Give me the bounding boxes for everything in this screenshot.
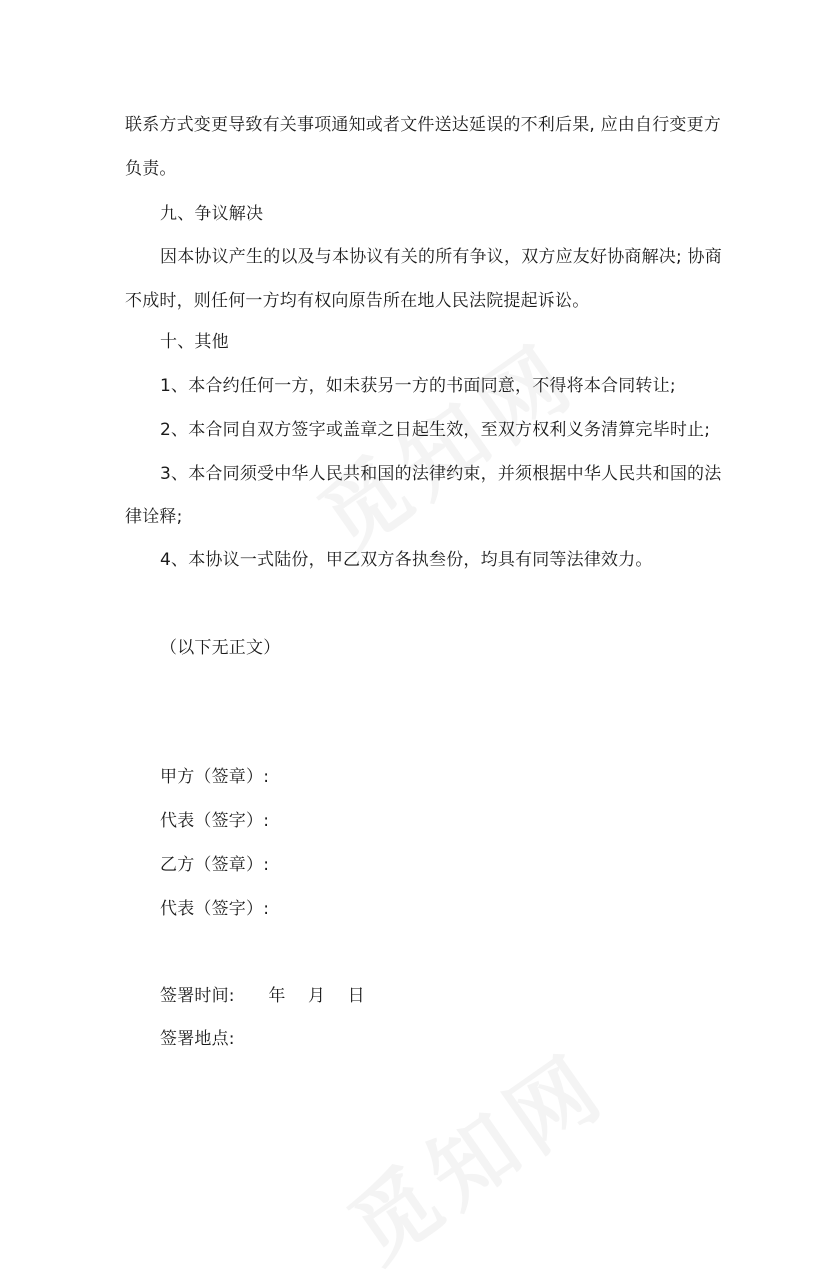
section-heading: 九、争议解决	[160, 204, 264, 224]
list-item: 1、本合约任何一方，如未获另一方的书面同意，不得将本合同转让;	[160, 376, 676, 396]
sign-time: 签署时间: 年 月 日	[160, 986, 365, 1006]
list-item-continuation: 律诠释;	[125, 507, 183, 527]
signature-party-b-seal: 乙方（签章）:	[160, 855, 270, 875]
paragraph-line: 负责。	[125, 159, 177, 179]
signature-party-a-seal: 甲方（签章）:	[160, 767, 270, 787]
section-heading: 十、其他	[160, 332, 229, 352]
end-note: （以下无正文）	[160, 638, 281, 658]
watermark	[290, 309, 597, 576]
list-item: 2、本合同自双方签字或盖章之日起生效，至双方权利义务清算完毕时止;	[160, 420, 711, 440]
list-item: 4、本协议一式陆份，甲乙双方各执叁份，均具有同等法律效力。	[160, 550, 653, 570]
signature-party-a-rep: 代表（签字）:	[160, 811, 270, 831]
paragraph-line: 不成时，则任何一方均有权向原告所在地人民法院提起诉讼。	[125, 291, 590, 311]
paragraph-line: 因本协议产生的以及与本协议有关的所有争议，双方应友好协商解决; 协商	[160, 247, 722, 267]
sign-place: 签署地点:	[160, 1029, 235, 1049]
watermark-bottom	[320, 1019, 627, 1285]
signature-party-b-rep: 代表（签字）:	[160, 899, 270, 919]
paragraph-line: 联系方式变更导致有关事项通知或者文件送达延误的不利后果, 应由自行变更方	[125, 115, 722, 135]
list-item: 3、本合同须受中华人民共和国的法律约束，并须根据中华人民共和国的法	[160, 464, 722, 484]
